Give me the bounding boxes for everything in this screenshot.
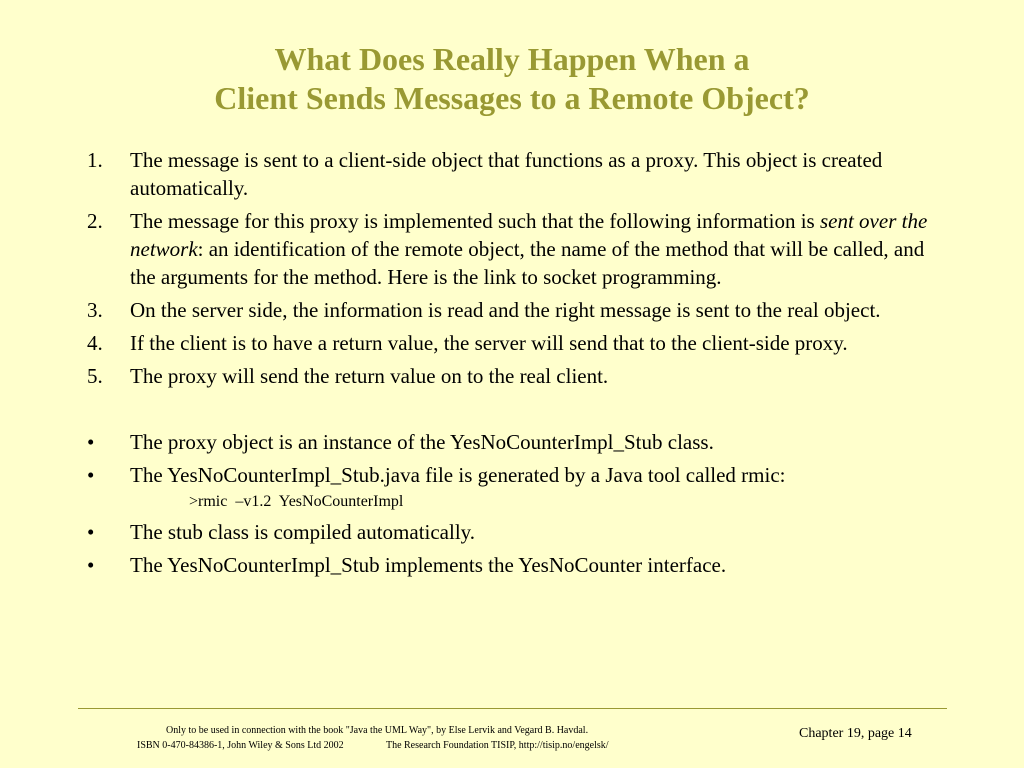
- numbered-item-1: [0, 146, 1024, 202]
- item-text: The YesNoCounterImpl_Stub implements the YesNoCounter interface.: [130, 553, 727, 577]
- item-text: [130, 207, 940, 291]
- item-number: 1.: [87, 148, 103, 172]
- bullet-icon: •: [87, 553, 95, 577]
- footer-notes: [100, 723, 750, 753]
- item-number: 4.: [87, 331, 103, 355]
- footer-isbn-line: ISBN 0-470-84386-1, John Wiley & Sons Ltd 2002 The Research Foundation TISIP, http://tisip.no/engelsk/: [137, 740, 609, 751]
- numbered-item-4: [0, 329, 1024, 357]
- item-text: The stub class is compiled automatically.: [130, 520, 476, 544]
- rmic-command: >rmic –v1.2 YesNoCounterImpl: [189, 493, 404, 510]
- item-text: If the client is to have a return value, the server will send that to the client-side proxy.: [130, 331, 848, 355]
- bullet-item-1: [0, 428, 1024, 456]
- item-text: The message is sent to a client-side object that functions as a proxy. This object is created automatically.: [130, 148, 883, 200]
- slide-body: [0, 146, 1024, 584]
- item-text: The YesNoCounterImpl_Stub.java file is generated by a Java tool called rmic:: [130, 463, 786, 487]
- item-text-emphasis: sent over the network: [130, 209, 928, 261]
- footer-copyright-line: Only to be used in connection with the book "Java the UML Way", by Else Lervik and Vegard B. Havdal.: [166, 725, 589, 736]
- item-number: 5.: [87, 364, 103, 388]
- bullet-icon: •: [87, 430, 95, 454]
- slide-title: [0, 40, 1024, 118]
- page-number: Chapter 19, page 14: [799, 726, 912, 741]
- bullet-item-2: [0, 461, 1024, 489]
- slide-title-line-2: Client Sends Messages to a Remote Object?: [214, 80, 810, 116]
- slide-title-line-1: What Does Really Happen When a: [274, 41, 750, 77]
- item-text: The proxy will send the return value on to the real client.: [130, 364, 609, 388]
- bullet-icon: •: [87, 463, 95, 487]
- footer-divider: [78, 708, 947, 709]
- item-number: 3.: [87, 298, 103, 322]
- list-spacer: [0, 395, 1024, 428]
- item-text-after: : an identification of the remote object, the name of the method that will be called, and the arguments for the method. Here is the link to socket programming.: [130, 237, 925, 289]
- bullet-item-3: [0, 518, 1024, 546]
- numbered-item-3: [0, 296, 1024, 324]
- bullet-item-4: [0, 551, 1024, 579]
- item-text-before: The message for this proxy is implemented such that the following information is: [130, 209, 820, 233]
- item-text: The proxy object is an instance of the YesNoCounterImpl_Stub class.: [130, 430, 714, 454]
- numbered-item-2: [0, 207, 1024, 291]
- item-number: 2.: [87, 209, 103, 233]
- item-text: On the server side, the information is read and the right message is sent to the real object.: [130, 298, 881, 322]
- numbered-item-5: [0, 362, 1024, 390]
- bullet-icon: •: [87, 520, 95, 544]
